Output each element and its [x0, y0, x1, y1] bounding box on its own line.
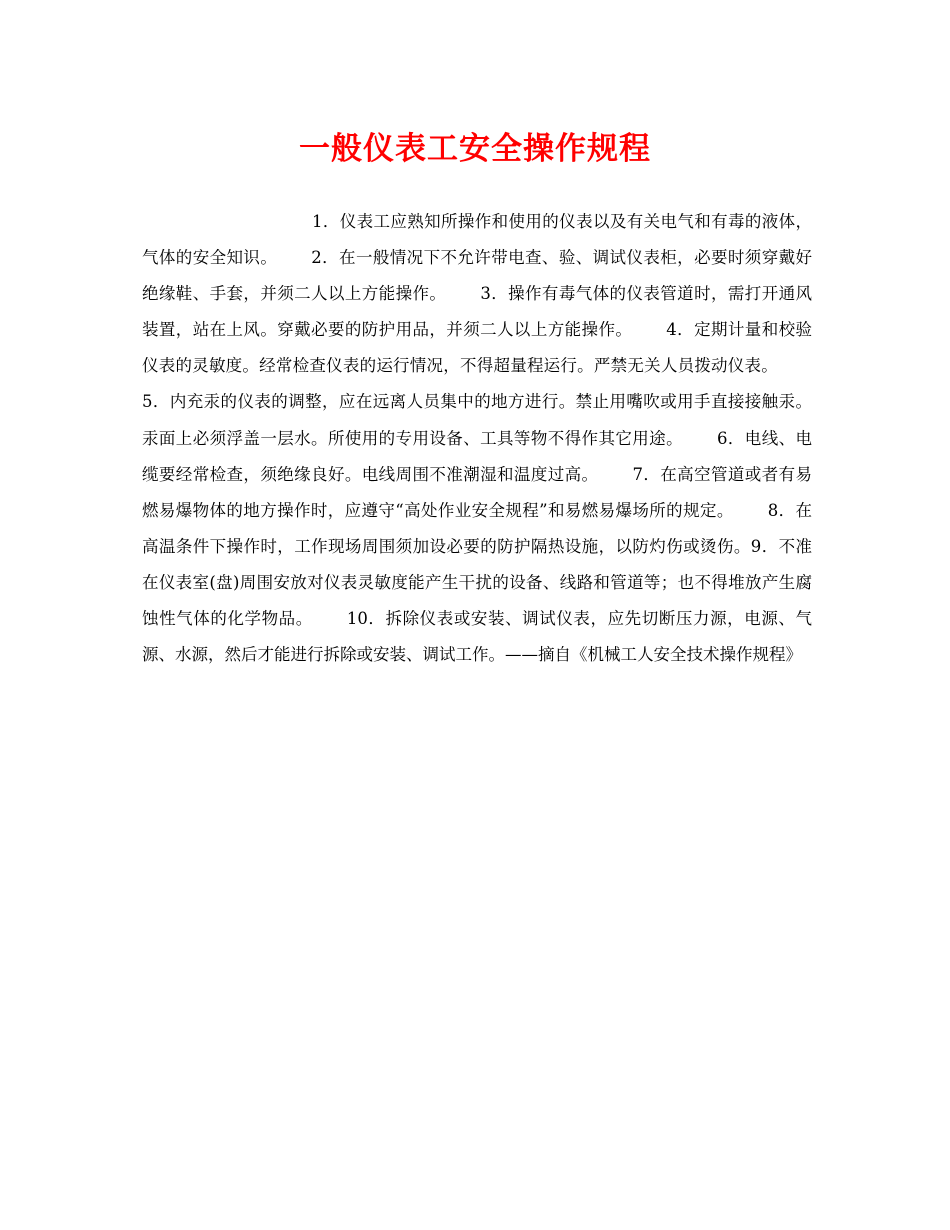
- rule-item-6: 6．电线、电缆要经常检查，须绝缘良好。电线周围不准潮湿和温度过高。: [142, 428, 813, 484]
- source-citation: ——摘自《机械工人安全技术操作规程》: [505, 645, 802, 665]
- rule-item-1: 1．仪表工应熟知所操作和使用的仪表以及有关电气和有毒的液体，气体的安全知识。: [142, 212, 812, 268]
- rule-item-3: 3．操作有毒气体的仪表管道时，需打开通风装置，站在上风。穿戴必要的防护用品，并须二人以上方能操作。: [142, 284, 813, 340]
- rule-item-5: 5．内充汞的仪表的调整，应在远离人员集中的地方进行。禁止用嘴吹或用手直接接触汞。汞面上必须浮盖一层水。所使用的专用设备、工具等物不得作其它用途。: [142, 392, 812, 448]
- document-title: 一般仪表工安全操作规程: [299, 131, 651, 167]
- rule-item-9: 9．不准在仪表室(盘)周围安放对仪表灵敏度能产生干扰的设备、线路和管道等；也不得堆放产生腐蚀性气体的化学物品。: [142, 536, 813, 629]
- document-body: [142, 204, 812, 673]
- rule-item-10: 10．拆除仪表或安装、调试仪表，应先切断压力源，电源、气源、水源，然后才能进行拆除或安装、调试工作。: [142, 609, 813, 665]
- rule-item-7: 7．在高空管道或者有易燃易爆物体的地方操作时，应遵守“高处作业安全规程”和易燃易爆场所的规定。: [142, 464, 813, 520]
- rule-item-8: 8．在高温条件下操作时，工作现场周围须加设必要的防护隔热设施，以防灼伤或烫伤。: [142, 500, 813, 556]
- rule-item-4: 4．定期计量和校验仪表的灵敏度。经常检查仪表的运行情况，不得超量程运行。严禁无关人员拨动仪表。: [142, 320, 813, 376]
- rule-item-2: 2．在一般情况下不允许带电查、验、调试仪表柜，必要时须穿戴好绝缘鞋、手套，并须二人以上方能操作。: [142, 248, 813, 304]
